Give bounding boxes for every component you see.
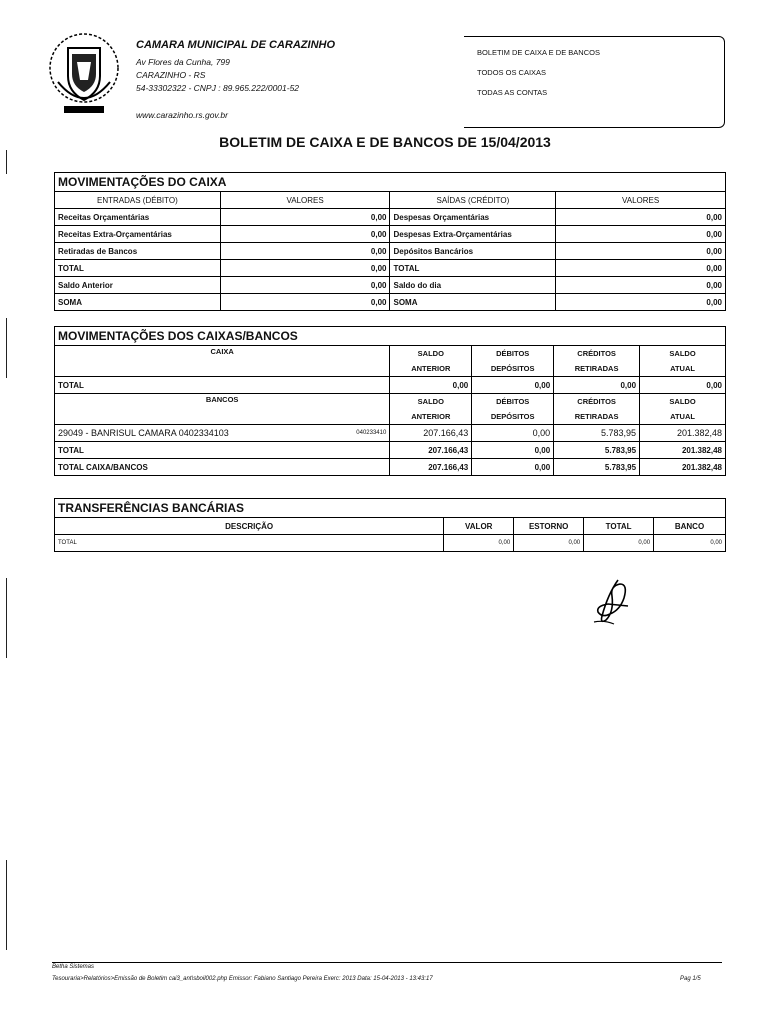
section-title: MOVIMENTAÇÕES DO CAIXA (55, 173, 726, 192)
value-cell: 201.382,48 (640, 425, 726, 442)
table-row (55, 243, 726, 260)
value-cell: 0,00 (640, 377, 726, 394)
organization-name: CAMARA MUNICIPAL DE CARAZINHO (136, 39, 336, 51)
transfers-table (54, 498, 726, 552)
saida-label: SOMA (390, 294, 556, 311)
bank-total-label: TOTAL (55, 442, 390, 459)
value-cell: 5.783,95 (554, 442, 640, 459)
column-header: VALORES (556, 192, 726, 209)
bank-account-label: 29049 - BANRISUL CAMARA 0402334103 (58, 428, 229, 438)
entrada-value: 0,00 (220, 226, 390, 243)
transfer-total-label: TOTAL (55, 535, 444, 552)
caixa-total-label: TOTAL (55, 377, 390, 394)
organization-address: Av Flores da Cunha, 799 (136, 57, 230, 67)
column-header: VALOR (444, 518, 514, 535)
report-contas-label: TODAS AS CONTAS (477, 88, 548, 97)
municipal-seal-icon (44, 30, 124, 116)
value-cell: 0,00 (390, 377, 472, 394)
saida-value: 0,00 (556, 260, 726, 277)
value-cell: 5.783,95 (554, 459, 640, 476)
column-header: SALDO (390, 346, 472, 362)
organization-city: CARAZINHO - RS (136, 70, 206, 80)
bank-account-code: 040233410 (356, 430, 387, 436)
column-header: DEPÓSITOS (472, 361, 554, 377)
table-row (55, 226, 726, 243)
entrada-label: Receitas Extra-Orçamentárias (55, 226, 221, 243)
column-header: DESCRIÇÃO (55, 518, 444, 535)
column-header: BANCO (654, 518, 726, 535)
saida-value: 0,00 (556, 209, 726, 226)
organization-website: www.carazinho.rs.gov.br (136, 110, 228, 120)
value-cell: 0,00 (654, 535, 726, 552)
footer-report-info: Tesouraria>Relatórios>Emissão de Boletim cai3_ant\sboil002.php Emissor: Fabiano Santiago Pereira Exerc: 2013 Data: 15-04-2013 - 13:43:17 (52, 976, 433, 982)
entrada-value: 0,00 (220, 294, 390, 311)
section-title: MOVIMENTAÇÕES DOS CAIXAS/BANCOS (55, 327, 726, 346)
value-cell: 0,00 (554, 377, 640, 394)
saida-label: Despesas Orçamentárias (390, 209, 556, 226)
caixas-bancos-table (54, 326, 726, 476)
report-type-label: BOLETIM DE CAIXA E DE BANCOS (477, 48, 600, 57)
bank-account-cell (55, 425, 390, 442)
scan-margin-mark (6, 860, 7, 950)
saida-value: 0,00 (556, 226, 726, 243)
value-cell: 201.382,48 (640, 442, 726, 459)
value-cell: 207.166,43 (390, 425, 472, 442)
entrada-label: SOMA (55, 294, 221, 311)
column-header: SAÍDAS (CRÉDITO) (390, 192, 556, 209)
table-row (55, 294, 726, 311)
entrada-label: Retiradas de Bancos (55, 243, 221, 260)
organization-phone-cnpj: 54-33302322 - CNPJ : 89.965.222/0001-52 (136, 83, 300, 93)
value-cell: 0,00 (472, 459, 554, 476)
table-row (55, 277, 726, 294)
column-header: ATUAL (640, 361, 726, 377)
table-row (55, 535, 726, 552)
table-row (55, 442, 726, 459)
table-row (55, 260, 726, 277)
entrada-value: 0,00 (220, 243, 390, 260)
table-row (55, 209, 726, 226)
value-cell: 0,00 (472, 425, 554, 442)
column-header: ANTERIOR (390, 361, 472, 377)
column-header: DÉBITOS (472, 394, 554, 410)
column-header: DÉBITOS (472, 346, 554, 362)
saida-label: Depósitos Bancários (390, 243, 556, 260)
saida-label: TOTAL (390, 260, 556, 277)
caixa-movements-table (54, 172, 726, 311)
entrada-value: 0,00 (220, 277, 390, 294)
value-cell: 201.382,48 (640, 459, 726, 476)
column-header: ATUAL (640, 409, 726, 425)
column-header: VALORES (220, 192, 390, 209)
column-header: RETIRADAS (554, 409, 640, 425)
page-number: Pag 1/5 (680, 976, 701, 982)
section-title: TRANSFERÊNCIAS BANCÁRIAS (55, 499, 726, 518)
page-title: BOLETIM DE CAIXA E DE BANCOS DE 15/04/2013 (219, 134, 551, 150)
table-row (55, 459, 726, 476)
column-header: RETIRADAS (554, 361, 640, 377)
entrada-label: Receitas Orçamentárias (55, 209, 221, 226)
value-cell: 0,00 (584, 535, 654, 552)
entrada-value: 0,00 (220, 209, 390, 226)
bancos-column-header: BANCOS (55, 394, 390, 425)
entrada-value: 0,00 (220, 260, 390, 277)
value-cell: 0,00 (444, 535, 514, 552)
value-cell: 207.166,43 (390, 459, 472, 476)
entrada-label: Saldo Anterior (55, 277, 221, 294)
value-cell: 207.166,43 (390, 442, 472, 459)
value-cell: 0,00 (472, 442, 554, 459)
value-cell: 0,00 (514, 535, 584, 552)
entrada-label: TOTAL (55, 260, 221, 277)
grand-total-label: TOTAL CAIXA/BANCOS (55, 459, 390, 476)
caixa-column-header: CAIXA (55, 346, 390, 377)
scan-margin-mark (6, 318, 7, 378)
column-header: CRÉDITOS (554, 394, 640, 410)
value-cell: 0,00 (472, 377, 554, 394)
column-header: SALDO (640, 346, 726, 362)
scan-margin-mark (6, 578, 7, 658)
column-header: CRÉDITOS (554, 346, 640, 362)
table-row (55, 425, 726, 442)
column-header: ENTRADAS (DÉBITO) (55, 192, 221, 209)
column-header: DEPÓSITOS (472, 409, 554, 425)
saida-label: Despesas Extra-Orçamentárias (390, 226, 556, 243)
scan-margin-mark (6, 150, 7, 174)
handwritten-signature (588, 576, 636, 628)
column-header: ANTERIOR (390, 409, 472, 425)
footer-system-name: Betha Sistemas (52, 964, 95, 970)
column-header: SALDO (640, 394, 726, 410)
column-header: SALDO (390, 394, 472, 410)
saida-value: 0,00 (556, 277, 726, 294)
report-caixas-label: TODOS OS CAIXAS (477, 68, 547, 77)
saida-value: 0,00 (556, 243, 726, 260)
table-row (55, 377, 726, 394)
footer-divider (52, 962, 722, 963)
column-header: TOTAL (584, 518, 654, 535)
saida-label: Saldo do dia (390, 277, 556, 294)
saida-value: 0,00 (556, 294, 726, 311)
value-cell: 5.783,95 (554, 425, 640, 442)
column-header: ESTORNO (514, 518, 584, 535)
